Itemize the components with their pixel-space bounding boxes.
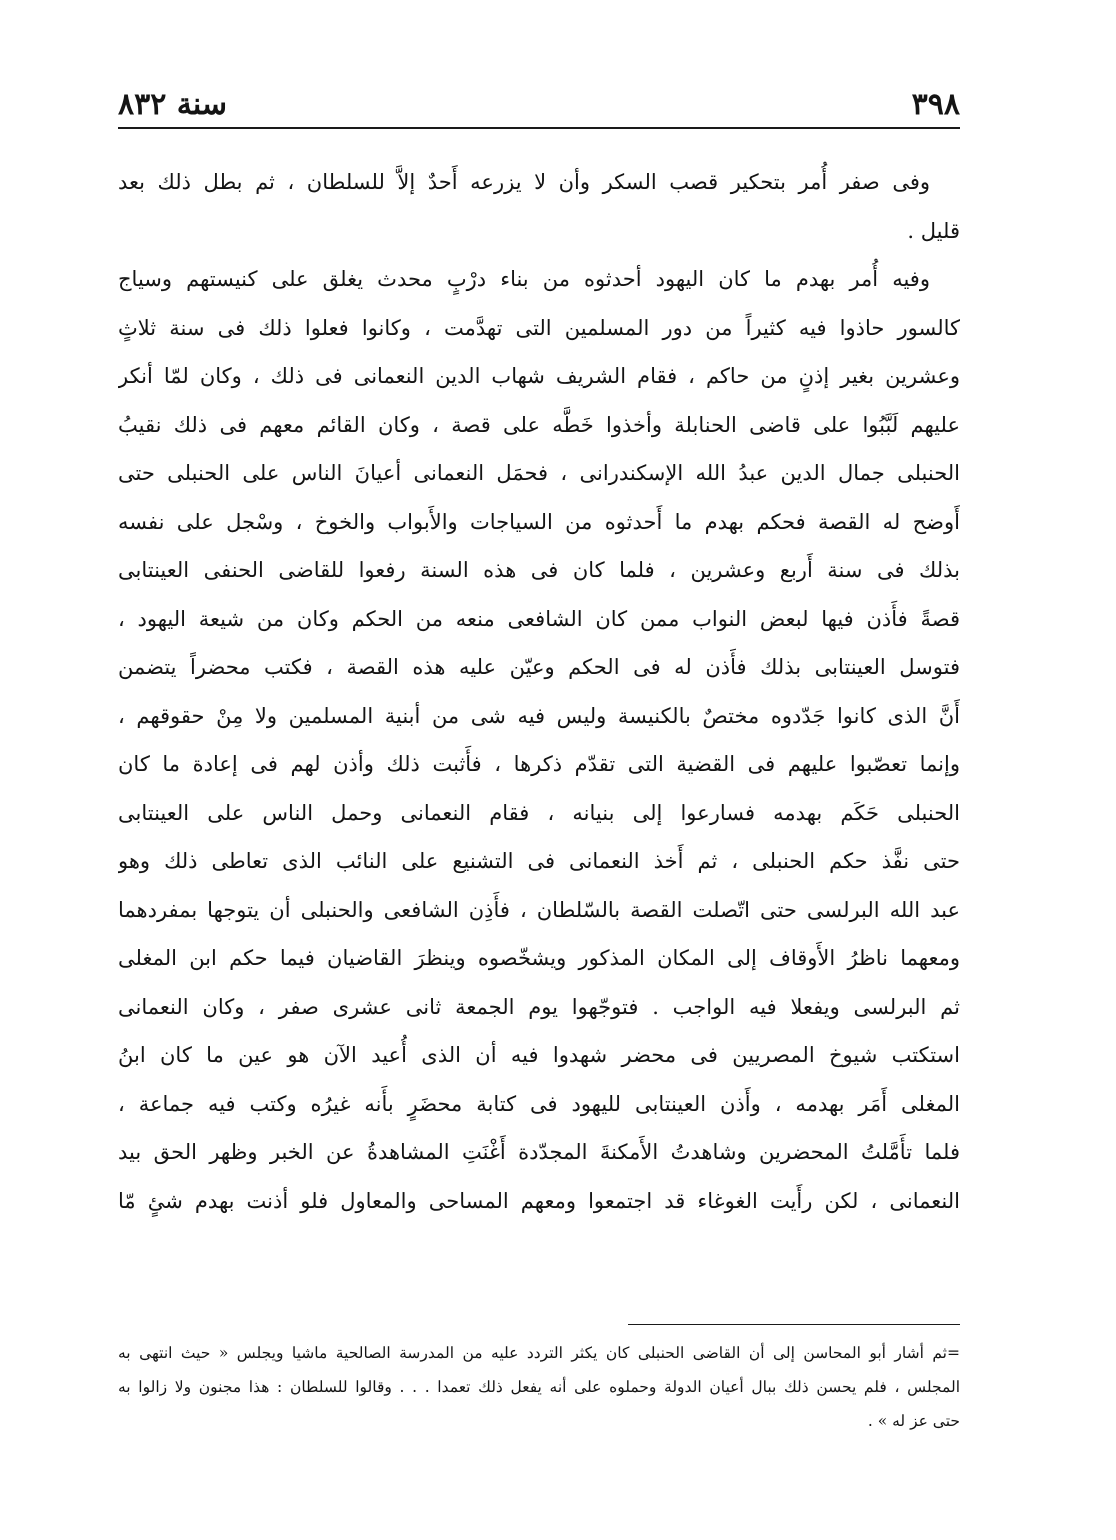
text-line: وفى صفر أُمر بتحكير قصب السكر وأن لا يزرعه أَحدٌ إلاَّ للسلطان ، ثم بطل ذلك بعد [118, 170, 930, 194]
text-line: حتى نفَّذ حكم الحنبلى ، ثم أَخذ النعمانى فى التشنيع على النائب الذى تعاطى ذلك وهو [118, 849, 960, 873]
text-line: وعشرين بغير إذنٍ من حاكم ، فقام الشريف شهاب الدين النعمانى فى ذلك ، وكان لمّا أنكر [118, 364, 960, 388]
text-line: فتوسل العينتابى بذلك فأَذن له فى الحكم وعيّن عليه هذه القصة ، فكتب محضراً يتضمن [118, 655, 960, 679]
footnote [118, 1336, 960, 1438]
text-line: بذلك فى سنة أَربع وعشرين ، فلما كان فى هذه السنة رفعوا للقاضى الحنفى العينتابى [118, 558, 960, 582]
text-line: ثم البرلسى ويفعلا فيه الواجب . فتوجّهوا يوم الجمعة ثانى عشرى صفر ، وكان النعمانى [118, 994, 960, 1019]
main-text [118, 158, 960, 1225]
text-line: أَوضح له القصة فحكم بهدم ما أَحدثوه من السياجات والأَبواب والخوخ ، وسْجل على نفسه [118, 509, 960, 534]
text-line: قصةً فأَذن فيها لبعض النواب ممن كان الشافعى منعه من الحكم وكان من شيعة اليهود ، [118, 606, 960, 631]
header-rule [118, 127, 960, 129]
text-line: عليهم لَبَّبُوا على قاضى الحنابلة وأخذوا خَطَّه على قصة ، وكان القائم معهم فى ذلك نقيبُ [118, 412, 960, 437]
text-line: المغلى أَمَر بهدمه ، وأَذن العينتابى لليهود فى كتابة محضَرٍ بأَنه غيرُه وكتب فيه جماعة ، [118, 1091, 960, 1116]
text-line: وفيه أُمر بهدم ما كان اليهود أحدثوه من بناء درْبٍ محدث يغلق على كنيستهم وسياج [118, 267, 930, 291]
text-line: استكتب شيوخ المصريين فى محضر شهدوا فيه أن الذى أُعيد الآن هو عين ما كان ابنُ [118, 1043, 960, 1067]
text-line: الحنبلى حَكَم بهدمه فسارعوا إلى بنيانه ، فقام النعمانى وحمل الناس على العينتابى [118, 800, 960, 825]
text-line: قليل . [907, 218, 960, 243]
text-line: ومعهما ناظرُ الأَوقاف إلى المكان المذكور ويشخّصوه وينظرَ القاضيان فيما حكم ابن المغلى [118, 946, 960, 970]
footnote-line: =ثم أشار أبو المحاسن إلى أن القاضى الحنبلى كان يكثر التردد عليه من المدرسة الصالحية ماشيا ويجلس « حيث انتهى به [118, 1344, 960, 1362]
text-line: فلما تأَمَّلتُ المحضرين وشاهدتُ الأَمكنةَ المجدّدة أَغْنَتِ المشاهدةُ عن الخبر وظهر الحق بيد [118, 1140, 960, 1164]
paragraph-1 [118, 158, 960, 255]
text-line: كالسور حاذوا فيه كثيراً من دور المسلمين التى تهدَّمت ، وكانوا فعلوا ذلك فى سنة ثلاثٍ [118, 315, 960, 340]
text-line: أَنَّ الذى كانوا جَدّدوه مختصٌ بالكنيسة وليس فيه شى من أبنية المسلمين ولا مِنْ حقوقهم ، [118, 703, 960, 728]
footnote-line: المجلس ، فلم يحسن ذلك ببال أعيان الدولة وحملوه على أنه يفعل ذلك تعمدا . . . وقالوا للسلطان : هذا مجنون ولا زالوا به [118, 1378, 960, 1396]
running-header [118, 84, 960, 124]
text-line: وإنما تعصّبوا عليهم فى القضية التى تقدّم ذكرها ، فأَثبت ذلك وأذن لهم فى إعادة ما كان [118, 752, 960, 776]
footnote-rule [628, 1324, 960, 1325]
footnote-line: حتى عز له » . [867, 1412, 960, 1430]
paragraph-2 [118, 255, 960, 1225]
text-line: الحنبلى جمال الدين عبدُ الله الإسكندرانى ، فحمَل النعمانى أعيانَ الناس على الحنبلى حتى [118, 461, 960, 485]
text-line: عبد الله البرلسى حتى اتّصلت القصة بالسّلطان ، فأَذِن الشافعى والحنبلى أن يتوجها بمفردهما [118, 897, 960, 922]
year-label: سنة ٨٣٢ [118, 86, 228, 122]
page-number: ٣٩٨ [911, 86, 960, 122]
text-line: النعمانى ، لكن رأَيت الغوغاء قد اجتمعوا ومعهم المساحى والمعاول فلو أذنت بهدم شئٍ مّا [118, 1188, 960, 1213]
